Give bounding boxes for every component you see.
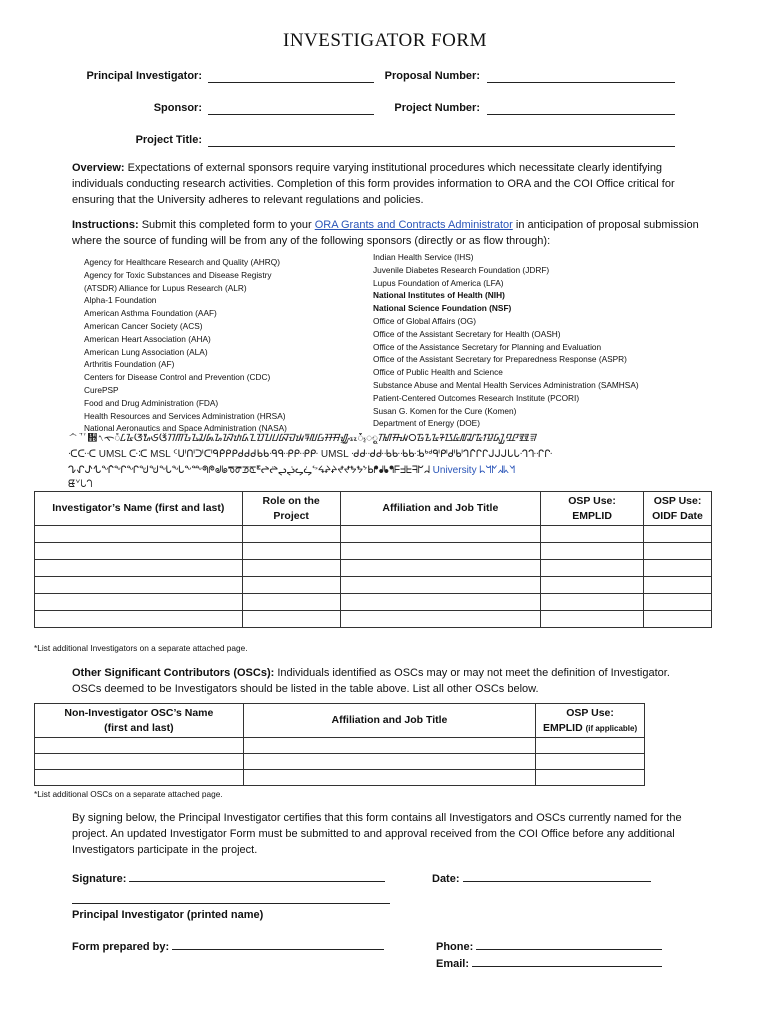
sponsor-item: Arthritis Foundation (AF): [84, 359, 175, 370]
sponsor-item: American Lung Association (ALA): [84, 346, 208, 357]
sponsor-item: Office of the Assistant Secretary for Preparedness Response (ASPR): [373, 354, 627, 365]
sponsor-item: (ATSDR) Alliance for Lupus Research (ALR): [84, 282, 247, 293]
ora-grants-link[interactable]: ORA Grants and Contracts Administrator: [314, 219, 513, 231]
table-cell[interactable]: [242, 526, 340, 543]
sponsor-item: Agency for Toxic Substances and Disease Registry: [84, 269, 272, 280]
sponsor-item: National Aeronautics and Space Administration (NASA): [84, 423, 287, 434]
sponsor-item: Patient-Centered Outcomes Research Institute (PCORI): [373, 392, 580, 403]
prepared-by-row: [72, 938, 384, 953]
table-row: [35, 770, 645, 786]
col-osp-oidf-date: OSP Use: OIDF Date: [644, 492, 712, 526]
osc-osp-use-label: OSP Use:: [566, 706, 614, 719]
certification-paragraph: By signing below, the Principal Investigator certifies that this form contains all Investigators and OSCs currently named for the project. An updated Investigator Form must be submitted to and approval received from the COI Office before any additional Investigators participate in the project.: [72, 812, 682, 856]
garbled-line-2: ᑡᑢᑣ UMSL ᑤᑥ MSL ᑦᑧᑨᑩᑪᑫᑬᑭᑮᑯᑰᑱᑲᑳᑴᑵᑶᑷᑸᑹ UMSL ᑺᑻᑼᑽᑾᑿᒀᒁᒂᒃᒄᒅᒆᒇᒈᒉᒊᒋᒌᒍᒎᒏᒐᒑᒒᒓᒔᒕ: [68, 449, 553, 460]
overview-text: Expectations of external sponsors require varying institutional procedures which necessitate clearly identifying individuals conducting research activities. Completion of this form provides information to ORA and the COI Office critical for ensuring that the University adheres to relevant regulations and policies.: [72, 162, 675, 206]
table-cell[interactable]: [242, 577, 340, 594]
sponsor-item: Health Resources and Services Administration (HRSA): [84, 410, 286, 421]
sponsor-list-left: [84, 256, 364, 435]
table-cell[interactable]: [35, 770, 244, 786]
table-cell[interactable]: [35, 526, 243, 543]
sponsor-item: National Institutes of Health (NIH): [373, 290, 505, 301]
phone-label: Phone:: [436, 941, 474, 953]
table-cell[interactable]: [35, 594, 243, 611]
table-cell[interactable]: [541, 526, 644, 543]
table-cell[interactable]: [340, 560, 541, 577]
osc-label: Other Significant Contributors (OSCs):: [72, 667, 275, 679]
project-number-label: Project Number:: [394, 102, 480, 114]
date-label: Date:: [432, 873, 460, 885]
table-cell[interactable]: [242, 594, 340, 611]
table-cell[interactable]: [243, 738, 535, 754]
sponsor-label: Sponsor:: [153, 102, 202, 114]
col-osc-osp-use: [536, 704, 645, 738]
sponsor-item: Office of Public Health and Science: [373, 367, 503, 378]
table-cell[interactable]: [541, 594, 644, 611]
overview-label: Overview:: [72, 162, 125, 174]
table-cell[interactable]: [644, 594, 712, 611]
osc-emplid-label: EMPLID: [542, 721, 583, 734]
instructions-label: Instructions:: [72, 219, 139, 231]
table-cell[interactable]: [340, 594, 541, 611]
sponsor-item: Substance Abuse and Mental Health Services Administration (SAMHSA): [373, 379, 639, 390]
table-cell[interactable]: [35, 577, 243, 594]
table-cell[interactable]: [243, 754, 535, 770]
garbled-university-link[interactable]: University ᖺᖻᖼᖽᖾᖿ: [432, 465, 515, 476]
email-row: [436, 955, 662, 970]
table-row: [35, 560, 712, 577]
table-cell[interactable]: [242, 560, 340, 577]
email-label: Email:: [436, 958, 470, 970]
sponsor-item: Office of the Assistant Secretary for Health (OASH): [373, 328, 561, 339]
col-role: Role on the Project: [242, 492, 340, 526]
project-number-field[interactable]: [487, 102, 675, 115]
prepared-by-field[interactable]: [172, 938, 384, 950]
table-cell[interactable]: [242, 543, 340, 560]
sponsor-item: Lupus Foundation of America (LFA): [373, 277, 504, 288]
investigators-header-row: [35, 492, 712, 526]
sponsor-item: Centers for Disease Control and Prevention (CDC): [84, 372, 271, 383]
table-cell[interactable]: [35, 543, 243, 560]
col-affiliation: Affiliation and Job Title: [340, 492, 541, 526]
table-row: [35, 594, 712, 611]
instructions-pre: Submit this completed form to your: [141, 219, 312, 231]
garbled-line-1: ᄉᄁ᪍᭤ᯚᮀᮄᮅᮆᮇᮈᮉᮊᮋᮌᮍᮎᮏᮐᮑᮒᮓᮔᮕᮖᮗᮘᮙᮚᮛᮜᮝᮞᮟᮠᮡᮢᮣᮤᮥᮦᮧᮨᮩ᮪᮫ᮬᮭᮮᮯ᮰᮱᮲᮳᮴᮵᮶᮷᮸᮹ᮺᮻᮼᮽᮾᮿ: [68, 433, 537, 444]
table-cell[interactable]: [644, 526, 712, 543]
sponsor-item: American Cancer Society (ACS): [84, 320, 203, 331]
table-cell[interactable]: [35, 738, 244, 754]
table-cell[interactable]: [644, 611, 712, 628]
table-cell[interactable]: [340, 526, 541, 543]
table-cell[interactable]: [541, 611, 644, 628]
table-row: [35, 611, 712, 628]
table-row: [35, 577, 712, 594]
osc-if-applicable: (if applicable): [585, 723, 638, 733]
table-row: [35, 526, 712, 543]
date-field[interactable]: [463, 870, 651, 882]
table-cell[interactable]: [644, 577, 712, 594]
sponsor-item: American Asthma Foundation (AAF): [84, 308, 217, 319]
sponsor-item: Department of Energy (DOE): [373, 418, 480, 429]
proposal-number-label: Proposal Number:: [384, 70, 480, 82]
phone-row: [436, 938, 662, 953]
proposal-number-field[interactable]: [487, 70, 675, 83]
principal-investigator-label: Principal Investigator:: [86, 70, 202, 82]
table-cell[interactable]: [340, 611, 541, 628]
sponsor-item: Agency for Healthcare Research and Quality (AHRQ): [84, 257, 280, 267]
prepared-by-label: Form prepared by:: [72, 941, 170, 953]
project-title-label: Project Title:: [135, 134, 202, 146]
garbled-line-3: [68, 465, 688, 477]
table-row: [35, 754, 645, 770]
investigators-table: [34, 491, 712, 628]
table-cell[interactable]: [644, 543, 712, 560]
table-cell[interactable]: [340, 577, 541, 594]
col-osc-name: Non-Investigator OSC’s Name (first and last): [35, 704, 244, 738]
table-cell[interactable]: [340, 543, 541, 560]
page-title: INVESTIGATOR FORM: [283, 30, 487, 51]
sponsor-field[interactable]: [208, 102, 374, 115]
overview-paragraph: [72, 160, 702, 208]
signature-label: Signature:: [72, 873, 127, 885]
table-cell[interactable]: [541, 560, 644, 577]
col-investigator-name: Investigator’s Name (first and last): [35, 492, 243, 526]
signature-row: [72, 870, 385, 885]
table-cell[interactable]: [536, 754, 645, 770]
col-osc-affiliation: Affiliation and Job Title: [243, 704, 535, 738]
col-osp-emplid: OSP Use: EMPLID: [541, 492, 644, 526]
signature-field[interactable]: [129, 870, 385, 882]
principal-investigator-field[interactable]: [208, 70, 374, 83]
garbled-line-4: ᘀᘁᘂᘃ: [68, 479, 93, 490]
osc-note: *List additional OSCs on a separate attached page.: [34, 789, 223, 799]
phone-field[interactable]: [476, 938, 662, 950]
table-cell[interactable]: [35, 560, 243, 577]
sponsor-item: Indian Health Service (IHS): [373, 252, 474, 262]
table-cell[interactable]: [35, 754, 244, 770]
table-cell[interactable]: [541, 577, 644, 594]
table-cell[interactable]: [242, 611, 340, 628]
table-cell[interactable]: [35, 611, 243, 628]
sponsor-list-right: [373, 251, 713, 430]
table-cell[interactable]: [243, 770, 535, 786]
pi-printed-name-field[interactable]: [72, 903, 390, 904]
table-cell[interactable]: [536, 770, 645, 786]
sponsor-item: CurePSP: [84, 384, 119, 395]
table-cell[interactable]: [541, 543, 644, 560]
instructions-paragraph: [72, 217, 702, 249]
sponsor-item: Susan G. Komen for the Cure (Komen): [373, 405, 517, 416]
osc-text: Individuals identified as OSCs may or may not meet the definition of Investigator. OSCs deemed to be Investigators should be listed in the table above. List all other OSCs below.: [72, 667, 670, 695]
sponsor-item: Food and Drug Administration (FDA): [84, 397, 219, 408]
project-title-field[interactable]: [208, 134, 675, 147]
osc-header-row: [35, 704, 645, 738]
garbled-line-3a: ᖊᖋᖌᖍᖎᖏᖐᖑᖒᖓᖔᖕᖖᖗᖘᖙᖚᖛᖜᖝᖞᖟᖠᖡᖢᖣᖤᖥᖦᖧᖨᖩᖪᖫᖬᖭᖮᖯᖰᖱᖲᖳᖴᖵᖶᖷᖸᖹ: [68, 465, 430, 476]
email-field[interactable]: [472, 955, 662, 967]
sponsor-item: Alpha-1 Foundation: [84, 295, 157, 306]
table-row: [35, 543, 712, 560]
sponsor-item: American Heart Association (AHA): [84, 333, 211, 344]
sponsor-item: National Science Foundation (NSF): [373, 303, 512, 314]
osc-table: [34, 703, 645, 786]
table-cell[interactable]: [536, 738, 645, 754]
sponsor-item: Office of the Assistance Secretary for Planning and Evaluation: [373, 341, 602, 352]
instructions-post: in anticipation of proposal submission where the source of funding will be from any of the following sponsors (directly or as flow through):: [72, 219, 699, 247]
osc-paragraph: [72, 665, 702, 697]
pi-printed-name-label: Principal Investigator (printed name): [72, 909, 264, 921]
date-row: [432, 870, 651, 885]
table-cell[interactable]: [644, 560, 712, 577]
sponsor-item: Juvenile Diabetes Research Foundation (JDRF): [373, 264, 550, 275]
investigators-note: *List additional Investigators on a separate attached page.: [34, 643, 248, 653]
sponsor-item: Office of Global Affairs (OG): [373, 315, 476, 326]
table-row: [35, 738, 645, 754]
